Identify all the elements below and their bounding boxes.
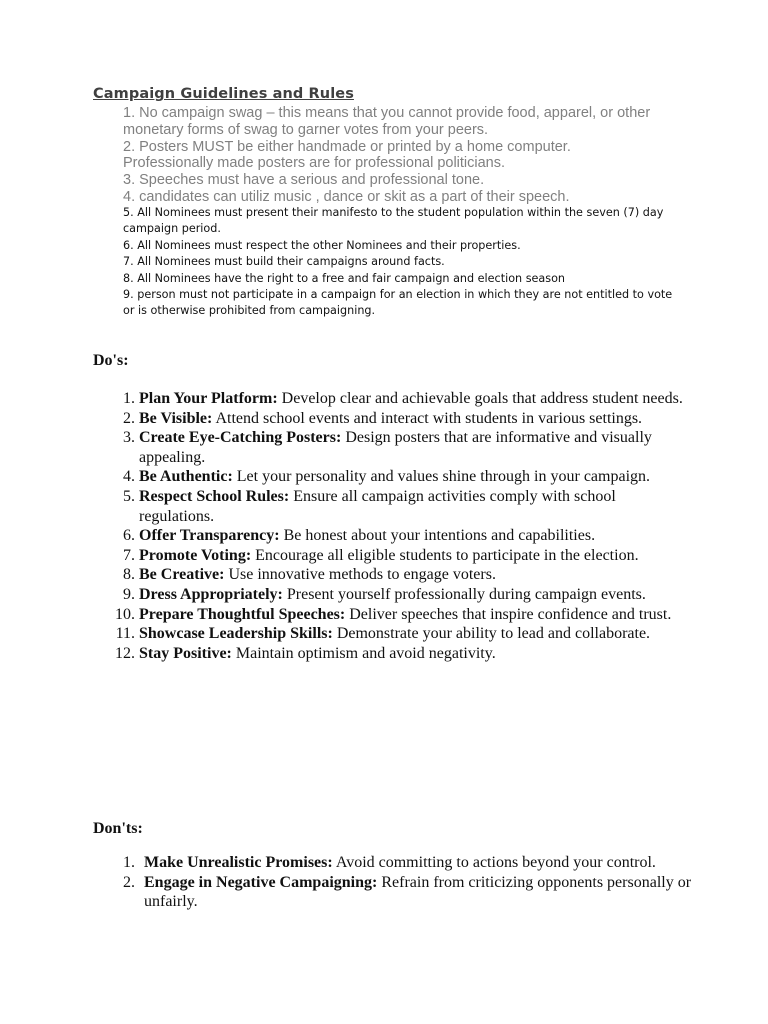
donts-list (93, 853, 693, 912)
rule-2: 2. Posters MUST be either handmade or printed by a home computer. Professionally made posters are for professional politicians. (123, 138, 571, 172)
rule-6: 6. All Nominees must respect the other Nominees and their properties. (123, 238, 521, 252)
list-item: 3. Create Eye-Catching Posters: Design posters that are informative and visually appealing. (123, 429, 652, 466)
rule-8: 8. All Nominees have the right to a free and fair campaign and election season (123, 271, 566, 285)
list-item: 7. Promote Voting: Encourage all eligible students to participate in the election. (123, 546, 639, 564)
rule-9: 9. person must not participate in a campaign for an election in which they are not entitled to vote or is otherwise prohibited from campaigning. (123, 288, 673, 318)
list-item: 12. Stay Positive: Maintain optimism and avoid negativity. (115, 644, 496, 662)
list-item: 2. Engage in Negative Campaigning: Refrain from criticizing opponents personally or unfairly. (123, 873, 692, 911)
document-title: Campaign Guidelines and Rules (93, 86, 354, 102)
list-item: 6. Offer Transparency: Be honest about your intentions and capabilities. (123, 527, 596, 545)
rule-1: 1. No campaign swag – this means that you cannot provide food, apparel, or other monetary forms of swag to garner votes from your peers. (123, 105, 651, 138)
list-item: 5. Respect School Rules: Ensure all campaign activities comply with school regulations. (123, 487, 616, 525)
rule-4: 4. candidates can utiliz music , dance or skit as a part of their speech. (123, 188, 570, 205)
list-item: 2. Be Visible: Attend school events and interact with students in various settings. (123, 409, 643, 427)
list-item: 1. Plan Your Platform: Develop clear and achievable goals that address student needs. (123, 390, 683, 407)
dos-heading: Do's: (93, 352, 129, 369)
dos-list (93, 389, 693, 663)
rules-list-black (123, 205, 683, 320)
list-item: 1. Make Unrealistic Promises: Avoid committing to actions beyond your control. (123, 854, 656, 871)
rule-7: 7. All Nominees must build their campaigns around facts. (123, 255, 445, 269)
list-item: 9. Dress Appropriately: Present yourself professionally during campaign events. (123, 585, 646, 603)
list-item: 11. Showcase Leadership Skills: Demonstrate your ability to lead and collaborate. (115, 625, 651, 643)
list-item: 10. Prepare Thoughtful Speeches: Deliver speeches that inspire confidence and trust. (115, 605, 672, 623)
rules-list-gray (123, 105, 663, 206)
list-item: 4. Be Authentic: Let your personality and values shine through in your campaign. (123, 468, 651, 486)
donts-heading: Don'ts: (93, 820, 143, 837)
rule-5: 5. All Nominees must present their manifesto to the student population within the seven (7) day campaign period. (123, 206, 664, 236)
rule-3: 3. Speeches must have a serious and professional tone. (123, 172, 485, 189)
list-item: 8. Be Creative: Use innovative methods to engage voters. (123, 566, 496, 584)
